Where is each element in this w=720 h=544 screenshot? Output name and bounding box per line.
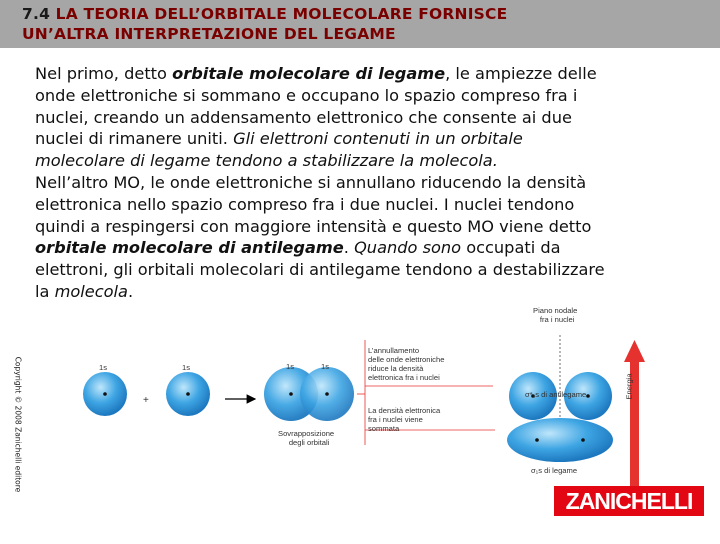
cancellation-caption: L’annullamento delle onde elettroniche riduce la densità elettronica fra i nuclei (368, 346, 445, 382)
body-line: nuclei di rimanere uniti. Gli elettroni contenuti in un orbitale (35, 129, 523, 149)
body-line: orbitale molecolare di antilegame. Quando sono occupati da (35, 238, 561, 258)
antibonding-label: σ*₁s di antilegame (525, 390, 587, 399)
body-paragraph (35, 63, 685, 303)
bonding-orbital (507, 418, 613, 462)
body-line: onde elettroniche si sommano e occupano lo spazio compreso fra i (35, 85, 578, 105)
title-text-1: LA TEORIA DELL’ORBITALE MOLECOLARE FORNISCE (55, 5, 508, 23)
body-line: Nel primo, detto orbitale molecolare di legame, le ampiezze delle (35, 64, 597, 83)
body-line: molecolare di legame tendono a stabilizzare la molecola. (35, 151, 498, 171)
publisher-logo: ZANICHELLI (554, 486, 704, 516)
energy-label: Energia (624, 373, 634, 400)
body-line: quindi a respingersi con maggiore intensità e questo MO viene detto (35, 216, 592, 236)
overlap-caption: Sovrapposizione degli orbitali (278, 429, 335, 447)
orbital-label: 1s (182, 363, 191, 372)
orbital-label: 1s (286, 362, 295, 371)
nodal-plane-caption: Piano nodale fra i nuclei (533, 306, 578, 324)
slide-title-line-1 (22, 5, 507, 23)
plus-sign: + (143, 395, 149, 406)
title-bar (0, 0, 720, 48)
orbital-label: 1s (321, 362, 330, 371)
body-line: nuclei, creando un addensamento elettronico che consente ai due (35, 107, 572, 127)
bonding-label: σ₁s di legame (531, 466, 578, 475)
copyright-notice: Copyright © 2008 Zanichelli editore (13, 356, 23, 493)
body-line: Nell’altro MO, le onde elettroniche si annullano riducendo la densità (35, 172, 587, 192)
orbital-label: 1s (99, 363, 108, 372)
body-line: la molecola. (35, 281, 134, 301)
energy-arrow-head (624, 340, 645, 362)
slide-title-line-2: UN’ALTRA INTERPRETAZIONE DEL LEGAME (22, 25, 396, 43)
section-number: 7.4 (22, 5, 51, 23)
body-line: elettroni, gli orbitali molecolari di antilegame tendono a destabilizzare (35, 260, 605, 280)
body-line: elettronica nello spazio compreso fra i due nuclei. I nuclei tendono (35, 194, 575, 214)
density-caption: La densità elettronica fra i nuclei viene sommata (368, 406, 441, 433)
